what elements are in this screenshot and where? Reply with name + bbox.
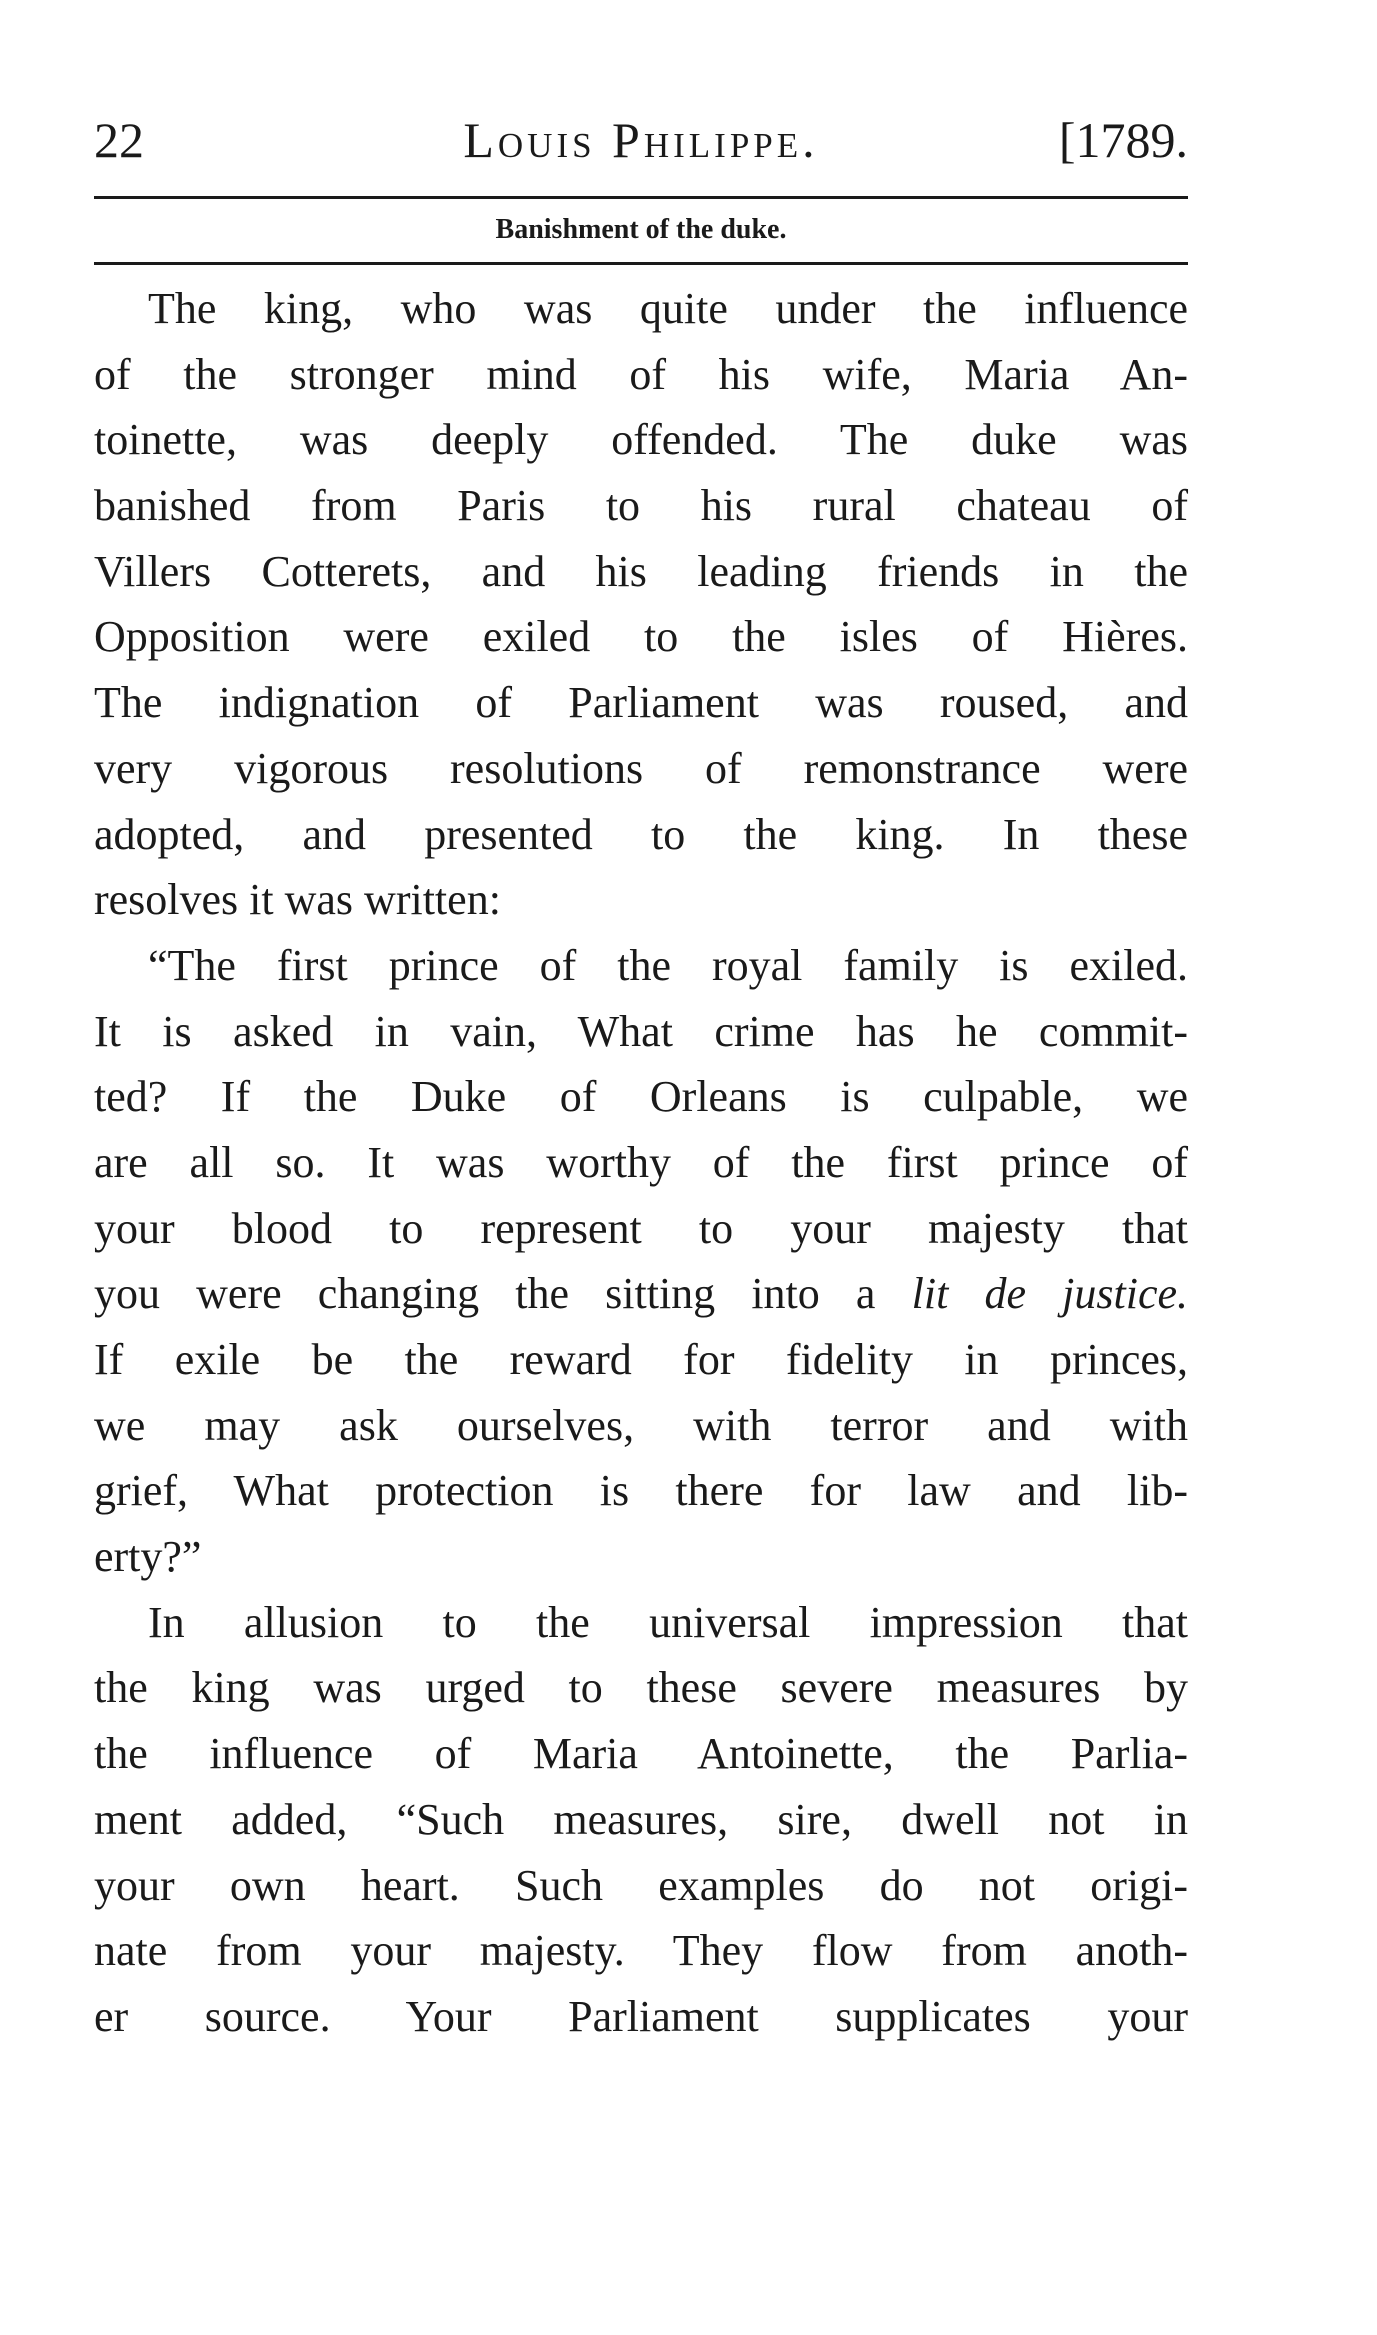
text-line: ted? If the Duke of Orleans is culpable, we [94, 1072, 1188, 1122]
header-year: [1789. [1058, 112, 1188, 168]
text-line: If exile be the reward for fidelity in princes, [94, 1335, 1188, 1384]
text-line: The king, who was quite under the influence [148, 284, 1188, 333]
text-line: ment added, “Such measures, sire, dwell not in [94, 1794, 1188, 1844]
text-line: your own heart. Such examples do not origi- [94, 1860, 1188, 1910]
text-line: of the stronger mind of his wife, Maria An- [94, 349, 1188, 399]
text-line: nate from your majesty. They flow from anoth- [94, 1926, 1188, 1976]
page-number: 22 [94, 112, 144, 168]
header-rule-bottom [94, 262, 1188, 265]
header-rule-top [94, 196, 1188, 199]
text-line: It is asked in vain, What crime has he commit- [94, 1006, 1188, 1056]
text-line: toinette, was deeply offended. The duke was [94, 415, 1188, 465]
text-line: Opposition were exiled to the isles of Hières. [94, 612, 1188, 662]
text-line: resolves it was written: [94, 875, 501, 925]
text-line: the king was urged to these severe measures by [94, 1663, 1188, 1713]
italic-phrase: lit de justice. [911, 1269, 1188, 1319]
text-line: we may ask ourselves, with terror and with [94, 1400, 1188, 1450]
text-line: er source. Your Parliament supplicates your [94, 1991, 1188, 2041]
text-line: banished from Paris to his rural chateau of [94, 481, 1188, 531]
text-line: In allusion to the universal impression that [148, 1597, 1188, 1647]
text-line-with-italic [94, 1261, 1188, 1327]
text-line: “The first prince of the royal family is exiled. [148, 940, 1188, 990]
text-line: grief, What protection is there for law and lib- [94, 1466, 1188, 1516]
section-subheading: Banishment of the duke. [495, 214, 787, 245]
text-segment: you were changing the sitting into a [94, 1269, 876, 1319]
body-text [94, 276, 1188, 2050]
text-line: erty?” [94, 1532, 202, 1582]
text-line: Villers Cotterets, and his leading friends in the [94, 546, 1188, 596]
text-line: the influence of Maria Antoinette, the Parlia- [94, 1729, 1188, 1779]
text-line: are all so. It was worthy of the first prince of [94, 1137, 1188, 1187]
running-header [94, 105, 1188, 175]
text-line: adopted, and presented to the king. In these [94, 809, 1188, 859]
text-line: your blood to represent to your majesty that [94, 1203, 1188, 1253]
running-title: Louis Philippe. [463, 112, 819, 168]
text-line: very vigorous resolutions of remonstrance were [94, 743, 1188, 793]
text-line: The indignation of Parliament was roused, and [94, 678, 1188, 728]
